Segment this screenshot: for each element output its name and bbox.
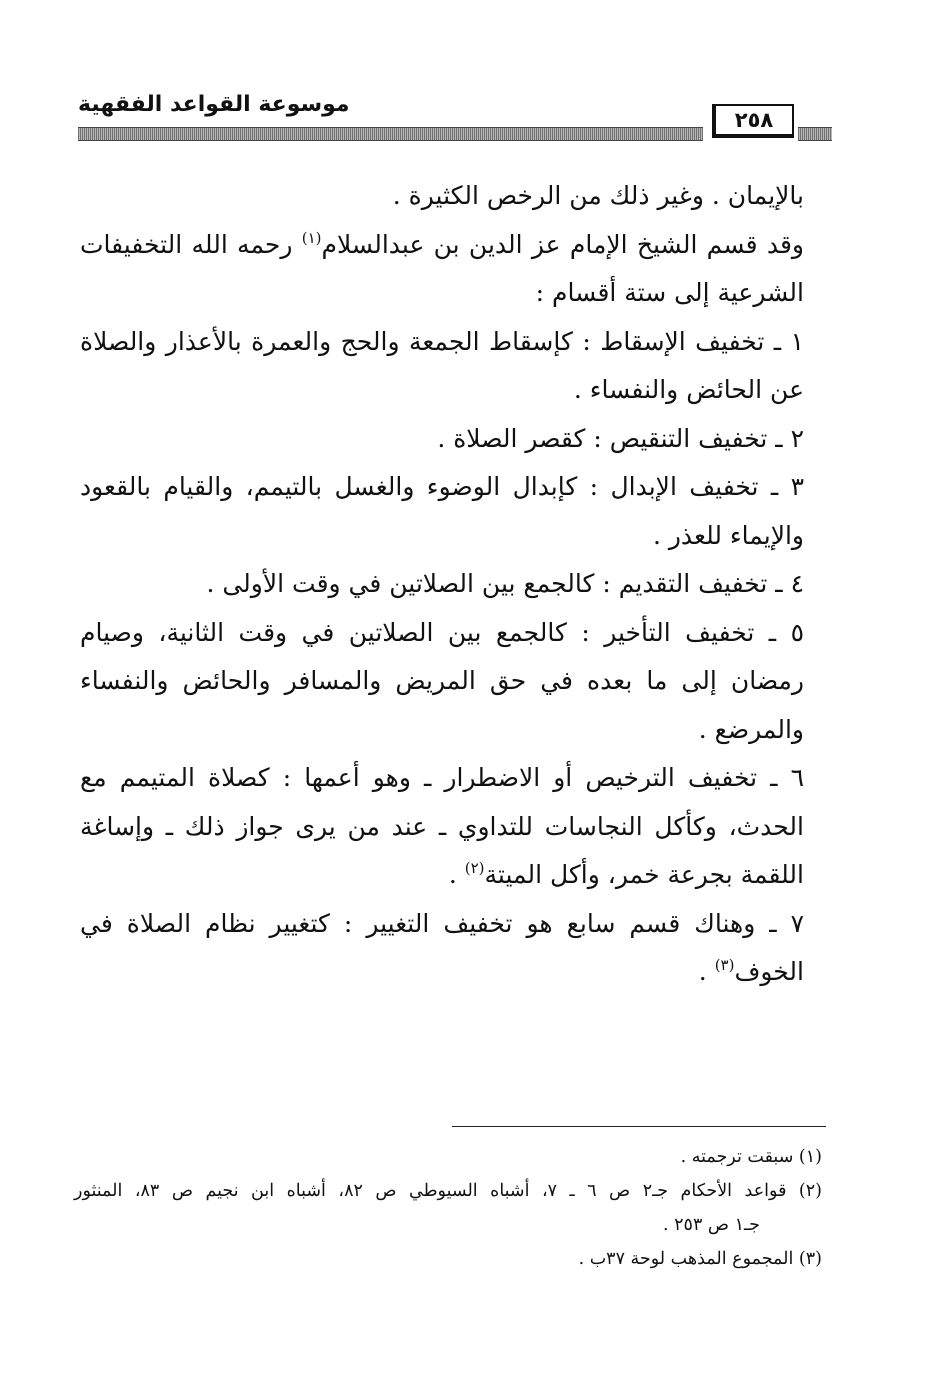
text-line-content: الخوف	[734, 957, 804, 986]
text-line-content: والإيماء للعذر .	[652, 520, 804, 550]
footnote-item: (٢) قواعد الأحكام جـ٢ ص ٦ ـ ٧، أشباه السيوطي ص ٨٢، أشباه ابن نجيم ص ٨٣، المنثور	[74, 1181, 822, 1201]
text-line-content: عن الحائض والنفساء .	[573, 375, 804, 404]
text-line	[80, 851, 804, 900]
text-line	[80, 366, 804, 415]
text-line-content: بالإيمان . وغير ذلك من الرخص الكثيرة .	[392, 181, 804, 210]
footnote-item: (١) سبقت ترجمته .	[680, 1147, 822, 1167]
footnote-item: (٣) المجموع المذهب لوحة ٣٧ب .	[578, 1249, 822, 1269]
text-line-content: ٧ ـ وهناك قسم سابع هو تخفيف التغيير : كتغيير نظام الصلاة في	[80, 908, 804, 938]
footnote-continuation: جـ١ ص ٢٥٣ .	[663, 1215, 760, 1235]
page-number: ٢٥٨	[734, 107, 774, 132]
book-title: موسوعة القواعد الفقهية	[78, 92, 350, 117]
text-line	[80, 657, 804, 706]
text-line	[80, 900, 804, 949]
text-line-content: الحدث، وكأكل النجاسات للتداوي ـ عند من يرى جواز ذلك ـ وإساغة	[80, 811, 804, 841]
text-line	[80, 560, 804, 609]
text-line-content: ٣ ـ تخفيف الإبدال : كإبدال الوضوء والغسل بالتيمم، والقيام بالقعود	[80, 472, 804, 501]
footnote-ref: (٣)	[714, 956, 735, 974]
footnote-ref: (٢)	[464, 859, 485, 877]
text-line-content: رحمه الله التخفيفات	[80, 229, 293, 259]
text-line-content: وقد قسم الشيخ الإمام عز الدين بن عبدالسلام	[321, 229, 804, 259]
text-line-content: .	[698, 957, 715, 986]
page-number-box	[712, 104, 794, 138]
text-line-content: ٤ ـ تخفيف التقديم : كالجمع بين الصلاتين في وقت الأولى .	[206, 569, 804, 598]
main-text	[80, 172, 804, 997]
text-line-content: ٢ ـ تخفيف التنقيص : كقصر الصلاة .	[437, 423, 804, 453]
text-line	[80, 463, 804, 512]
text-line-content: .	[448, 860, 465, 889]
footnote-ref: (١)	[301, 228, 322, 247]
text-line	[80, 754, 804, 803]
footnotes	[74, 1140, 822, 1276]
text-line	[80, 415, 804, 464]
text-line	[80, 512, 804, 561]
text-line	[80, 803, 804, 852]
text-line	[80, 318, 804, 367]
footnote-separator	[452, 1126, 826, 1127]
text-line	[80, 172, 804, 221]
text-line	[80, 609, 804, 658]
text-line-content: ١ ـ تخفيف الإسقاط : كإسقاط الجمعة والحج والعمرة بالأعذار والصلاة	[80, 326, 804, 356]
text-line	[80, 269, 804, 318]
text-line	[80, 221, 804, 270]
text-line-content: ٦ ـ تخفيف الترخيص أو الاضطرار ـ وهو أعمها : كصلاة المتيمم مع	[80, 763, 804, 792]
header-decorative-band	[78, 127, 703, 141]
text-line-content: ٥ ـ تخفيف التأخير : كالجمع بين الصلاتين في وقت الثانية، وصيام	[80, 617, 804, 647]
text-line-content: والمرضع .	[698, 714, 804, 744]
text-line-content: الشرعية إلى ستة أقسام :	[535, 278, 804, 307]
text-line-content: رمضان إلى ما بعده في حق المريض والمسافر والحائض والنفساء	[80, 666, 804, 695]
text-line	[80, 948, 804, 997]
text-line-content: اللقمة بجرعة خمر، وأكل الميتة	[484, 860, 804, 889]
text-line	[80, 706, 804, 755]
running-header	[78, 88, 813, 148]
header-decorative-tail	[798, 127, 832, 141]
